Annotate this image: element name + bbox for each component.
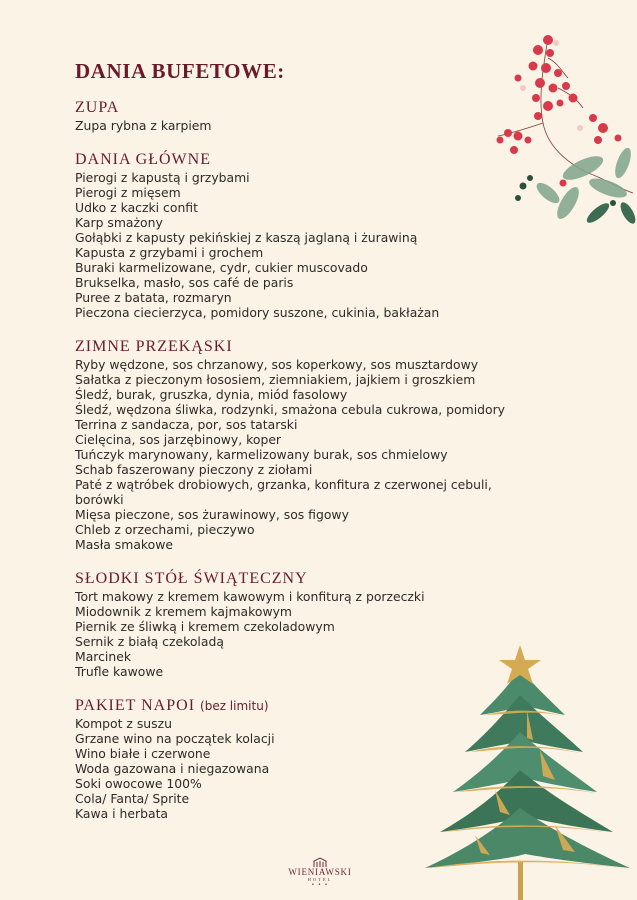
item-list [75,357,515,552]
list-item: Terrina z sandacza, por, sos tatarski [75,417,298,432]
section-title: ZIMNE PRZEKĄSKI [75,338,233,355]
list-item: Mięsa pieczone, sos żurawinowy, sos figowy [75,507,349,522]
logo-name: WIENIAWSKI [288,867,352,877]
list-item: Pieczona ciecierzyca, pomidory suszone, cukinia, bakłażan [75,305,440,320]
list-item: Wino białe i czerwone [75,746,211,761]
list-item: Buraki karmelizowane, cydr, cukier muscovado [75,260,368,275]
list-item: Sałatka z pieczonym łososiem, ziemniakiem, jajkiem i groszkiem [75,372,476,387]
item-list [75,170,515,320]
list-item: Tuńczyk marynowany, karmelizowany burak, sos chmielowy [75,447,448,462]
list-item: Masła smakowe [75,537,173,552]
list-item: Woda gazowana i niegazowana [75,761,270,776]
section-note: (bez limitu) [200,699,269,713]
building-icon [313,857,327,867]
section-zupa [75,98,515,133]
list-item: Paté z wątróbek drobiowych, grzanka, konfitura z czerwonej cebuli, borówki [75,477,492,507]
list-item: Kompot z suszu [75,716,172,731]
list-item: Marcinek [75,649,132,664]
list-item: Brukselka, masło, sos café de paris [75,275,294,290]
logo-dots: • • • [311,882,329,888]
list-item: Gołąbki z kapusty pekińskiej z kaszą jaglaną i żurawiną [75,230,418,245]
christmas-tree-icon [415,640,637,900]
section-title: ZUPA [75,99,120,116]
list-item: Śledź, burak, gruszka, dynia, miód fasolowy [75,387,348,402]
list-item: Trufle kawowe [75,664,164,679]
list-item: Grzane wino na początek kolacji [75,731,275,746]
list-item: Karp smażony [75,215,163,230]
list-item: Chleb z orzechami, pieczywo [75,522,255,537]
list-item: Śledź, wędzona śliwka, rodzynki, smażona cebula cukrowa, pomidory [75,402,506,417]
list-item: Piernik ze śliwką i kremem czekoladowym [75,619,335,634]
hotel-logo [270,857,370,888]
section-title: DANIA GŁÓWNE [75,151,211,168]
list-item: Miodownik z kremem kajmakowym [75,604,292,619]
list-item: Kawa i herbata [75,806,169,821]
section-title: PAKIET NAPOI (bez limitu) [75,697,269,714]
list-item: Ryby wędzone, sos chrzanowy, sos koperkowy, sos musztardowy [75,357,479,372]
logo-subtitle: HOTEL [307,877,333,882]
list-item: Cola/ Fanta/ Sprite [75,791,190,806]
section-dania-glowne [75,150,515,320]
section-zimne-przekaski [75,337,515,552]
list-item: Udko z kaczki confit [75,200,198,215]
section-title: SŁODKI STÓŁ ŚWIĄTECZNY [75,570,308,587]
list-item: Pierogi z kapustą i grzybami [75,170,250,185]
list-item: Soki owocowe 100% [75,776,202,791]
list-item: Schab faszerowany pieczony z ziołami [75,462,313,477]
page-title: DANIA BUFETOWE: [75,59,285,83]
item-list [75,118,515,133]
list-item: Puree z batata, rozmaryn [75,290,232,305]
list-item: Cielęcina, sos jarzębinowy, koper [75,432,282,447]
list-item: Zupa rybna z karpiem [75,118,212,133]
list-item: Kapusta z grzybami i grochem [75,245,264,260]
list-item: Sernik z białą czekoladą [75,634,224,649]
list-item: Pierogi z mięsem [75,185,181,200]
list-item: Tort makowy z kremem kawowym i konfiturą z porzeczki [75,589,425,604]
